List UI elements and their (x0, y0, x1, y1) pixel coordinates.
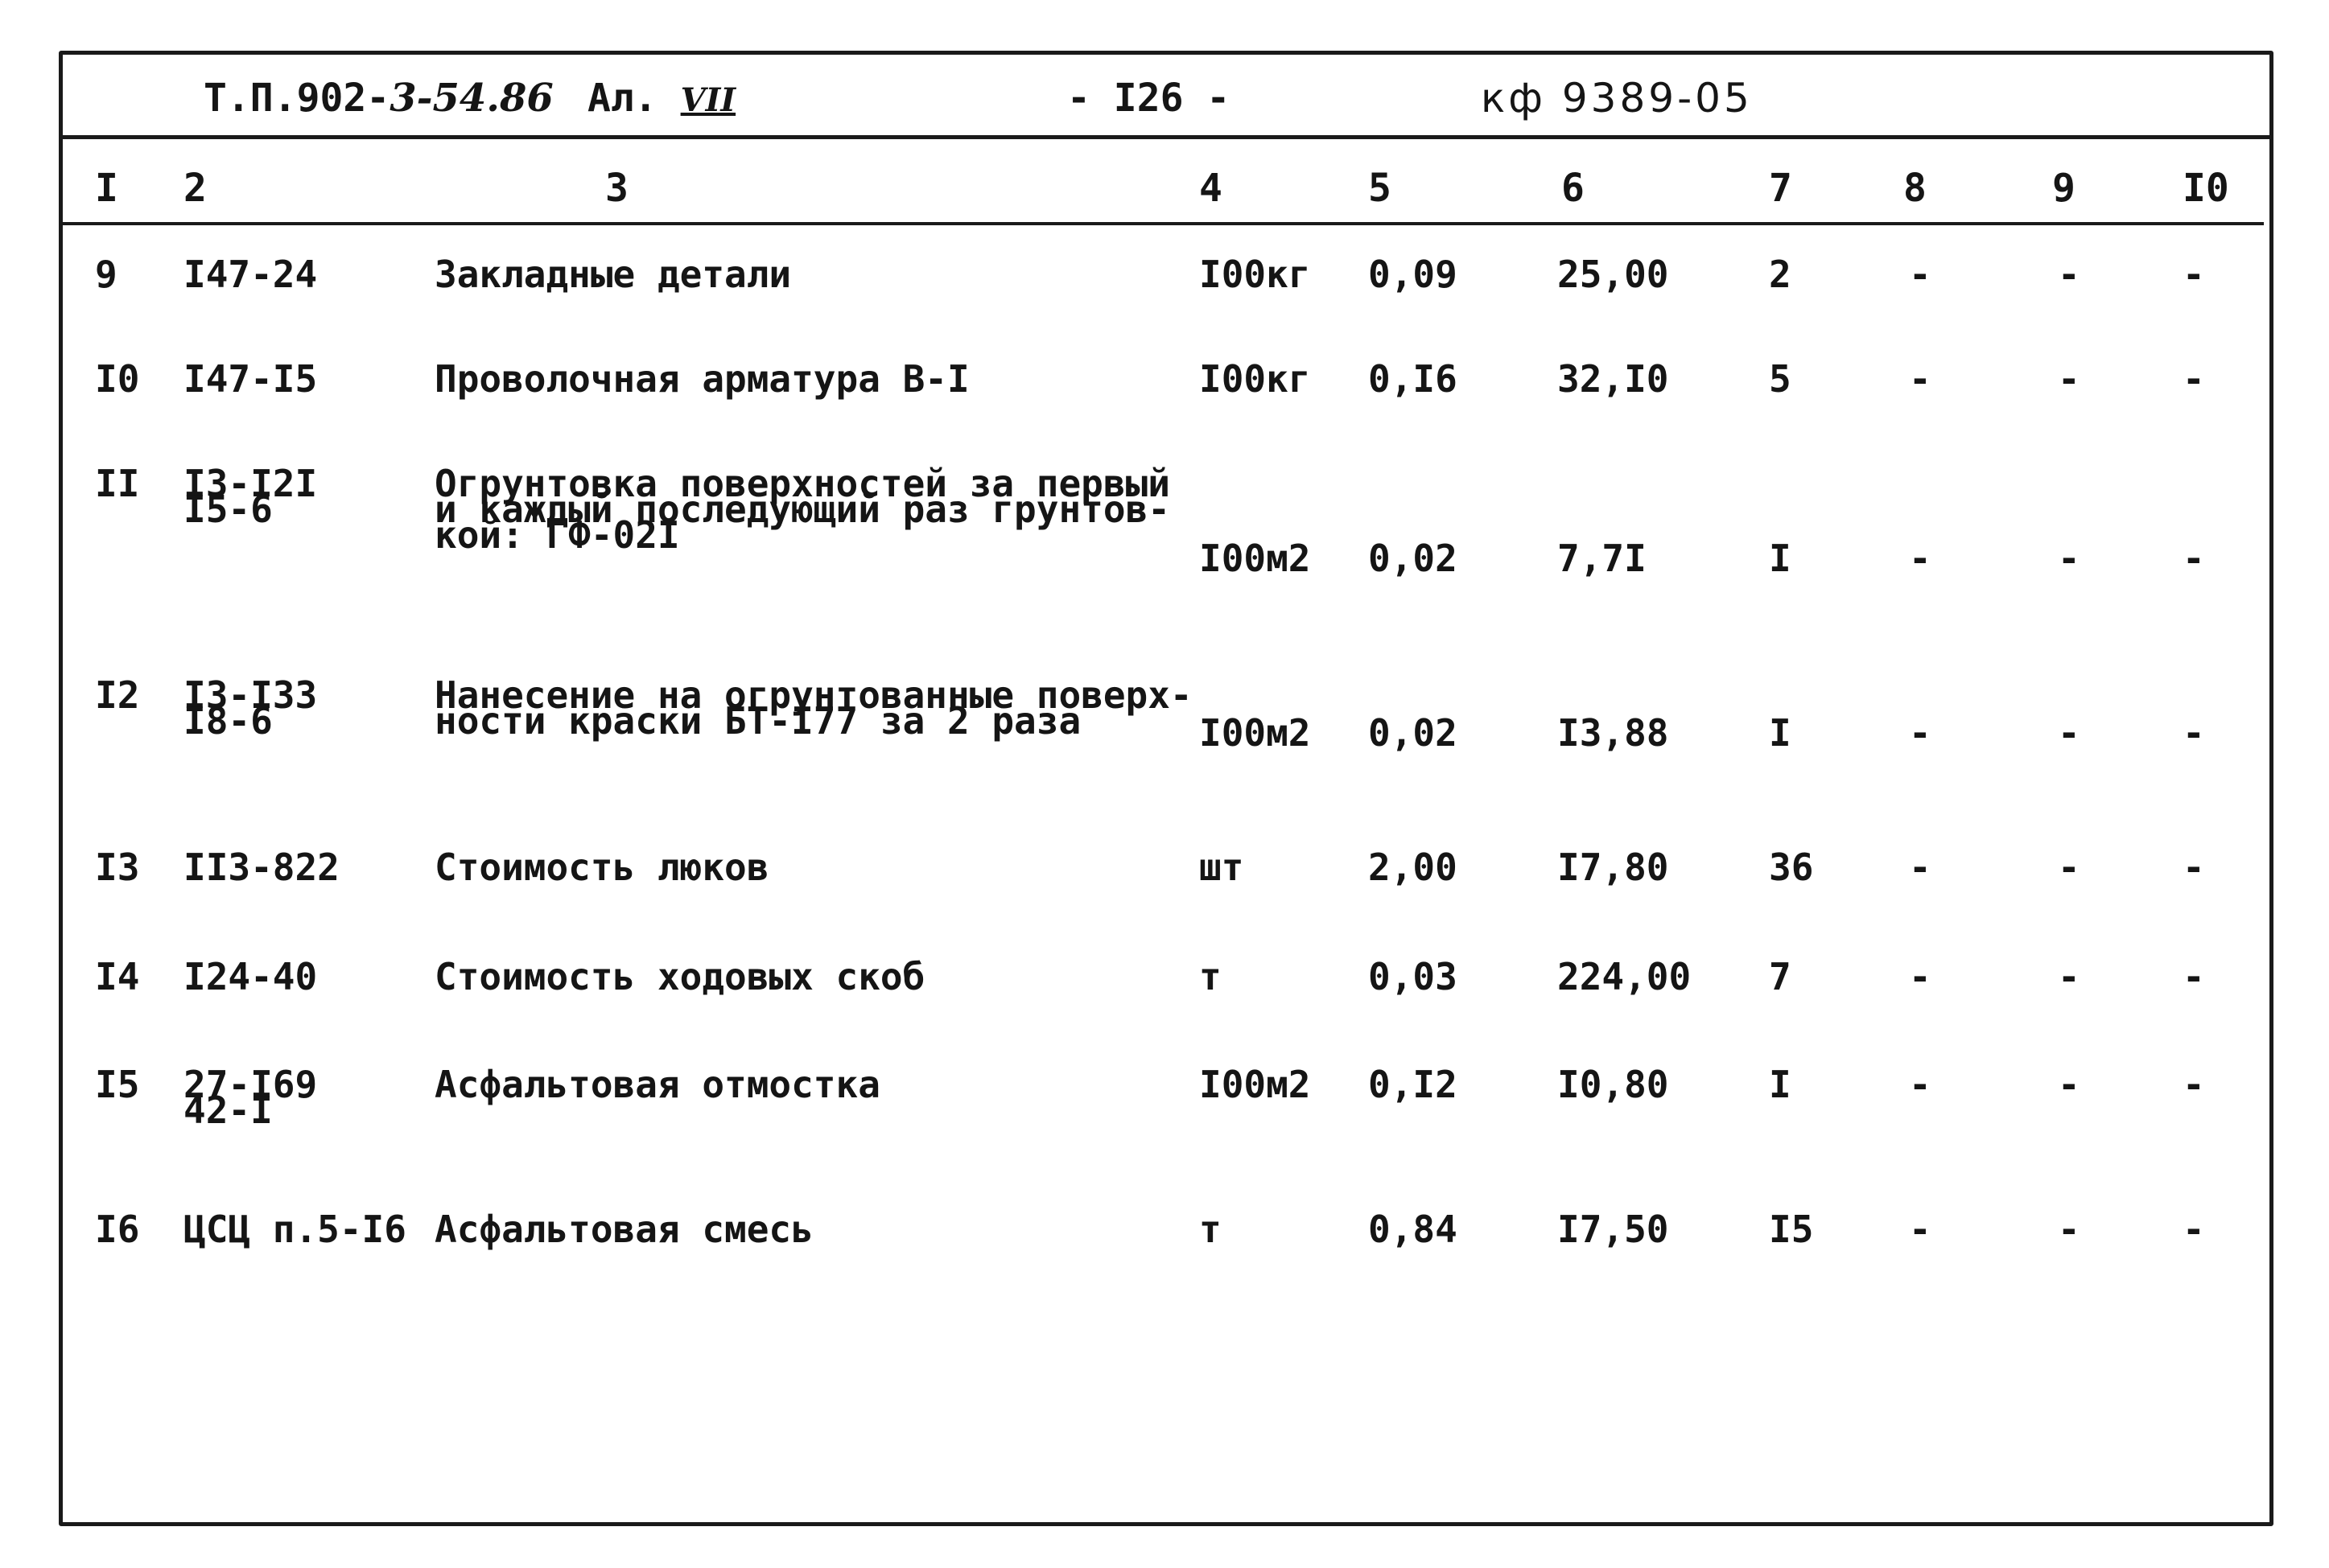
document-number (204, 74, 554, 122)
col-8-value: - (1909, 846, 1931, 889)
col-9-value: - (2058, 955, 2080, 998)
col-8-value: - (1909, 1208, 1931, 1251)
quantity: 2,00 (1368, 846, 1457, 889)
row-number: I5 (95, 1063, 140, 1106)
col-8-value: - (1909, 1063, 1931, 1106)
column-number-3: 3 (605, 166, 629, 211)
quantity: 0,84 (1368, 1208, 1457, 1251)
norm-code: I3-I2I I5-6 (183, 462, 318, 531)
col-8-value: - (1909, 955, 1931, 998)
doc-handwritten-number: 3-54.86 (390, 76, 554, 121)
column-number-5: 5 (1368, 166, 1391, 211)
norm-code: I47-I5 (183, 357, 318, 401)
unit-price: I7,50 (1557, 1208, 1669, 1251)
row-number: I6 (95, 1208, 140, 1251)
unit-price: 32,I0 (1557, 357, 1669, 401)
row-number: I4 (95, 955, 140, 998)
work-name: Стоимость люков (435, 846, 769, 889)
col-10-value: - (2183, 537, 2205, 580)
quantity: 0,03 (1368, 955, 1457, 998)
col-10-value: - (2183, 1208, 2205, 1251)
row-number: 9 (95, 253, 117, 296)
unit: I00м2 (1199, 711, 1311, 755)
norm-code: I47-24 (183, 253, 318, 296)
unit: шт (1199, 846, 1244, 889)
unit: I00м2 (1199, 1063, 1311, 1106)
col-8-value: - (1909, 357, 1931, 401)
row-number: I3 (95, 846, 140, 889)
unit-price: 7,7I (1557, 537, 1647, 580)
col-9-value: - (2058, 846, 2080, 889)
column-number-4: 4 (1199, 166, 1222, 211)
album-number: VII (680, 81, 736, 119)
quantity: 0,02 (1368, 537, 1457, 580)
total-cost: 5 (1769, 357, 1791, 401)
page-number: - I26 - (1067, 76, 1230, 121)
norm-code: I3-I33 I8-6 (183, 673, 318, 743)
work-name: Стоимость ходовых скоб (435, 955, 925, 998)
work-name: Закладные детали (435, 253, 792, 296)
norm-code: 27-I69 42-I (183, 1063, 318, 1132)
work-name: Огрунтовка поверхностей за первый и каждый последующий раз грунтов- кой: ГФ-02I (435, 462, 1170, 557)
unit: т (1199, 1208, 1222, 1251)
col-10-value: - (2183, 846, 2205, 889)
column-number-2: 2 (183, 166, 207, 211)
unit-price: I7,80 (1557, 846, 1669, 889)
unit: т (1199, 955, 1222, 998)
col-8-value: - (1909, 253, 1931, 296)
quantity: 0,I6 (1368, 357, 1457, 401)
col-10-value: - (2183, 357, 2205, 401)
total-cost: I (1769, 537, 1791, 580)
col-9-value: - (2058, 1063, 2080, 1106)
row-number: I0 (95, 357, 140, 401)
page-frame (59, 51, 2273, 1526)
work-name: Проволочная арматура В-I (435, 357, 970, 401)
col-10-value: - (2183, 253, 2205, 296)
work-name: Асфальтовая смесь (435, 1208, 814, 1251)
work-name: Нанесение на огрунтованные поверх- ности краски БТ-I77 за 2 раза (435, 673, 1193, 743)
column-header-divider (59, 222, 2264, 225)
header-divider (59, 135, 2273, 139)
unit: I00кг (1199, 253, 1311, 296)
unit-price: 224,00 (1557, 955, 1692, 998)
total-cost: 7 (1769, 955, 1791, 998)
doc-prefix: Т.П.902- (204, 76, 390, 121)
total-cost: I (1769, 1063, 1791, 1106)
col-8-value: - (1909, 711, 1931, 755)
row-number: II (95, 462, 140, 505)
norm-code: ЦСЦ п.5-I6 (183, 1208, 406, 1251)
column-number-10: I0 (2183, 166, 2229, 211)
column-number-9: 9 (2052, 166, 2075, 211)
col-8-value: - (1909, 537, 1931, 580)
total-cost: 2 (1769, 253, 1791, 296)
col-9-value: - (2058, 537, 2080, 580)
album-label (587, 74, 736, 125)
unit-price: 25,00 (1557, 253, 1669, 296)
col-9-value: - (2058, 711, 2080, 755)
unit-price: I3,88 (1557, 711, 1669, 755)
row-number: I2 (95, 673, 140, 717)
column-number-8: 8 (1903, 166, 1927, 211)
norm-code: II3-822 (183, 846, 340, 889)
quantity: 0,09 (1368, 253, 1457, 296)
total-cost: I (1769, 711, 1791, 755)
col-10-value: - (2183, 711, 2205, 755)
col-9-value: - (2058, 1208, 2080, 1251)
sheet-code: кф 9389-05 (1481, 75, 1753, 121)
quantity: 0,02 (1368, 711, 1457, 755)
col-10-value: - (2183, 955, 2205, 998)
total-cost: I5 (1769, 1208, 1814, 1251)
quantity: 0,I2 (1368, 1063, 1457, 1106)
col-9-value: - (2058, 253, 2080, 296)
column-number-6: 6 (1561, 166, 1585, 211)
col-10-value: - (2183, 1063, 2205, 1106)
unit: I00кг (1199, 357, 1311, 401)
unit-price: I0,80 (1557, 1063, 1669, 1106)
column-number-7: 7 (1769, 166, 1792, 211)
column-number-1: I (95, 166, 118, 211)
total-cost: 36 (1769, 846, 1814, 889)
col-9-value: - (2058, 357, 2080, 401)
unit: I00м2 (1199, 537, 1311, 580)
norm-code: I24-40 (183, 955, 318, 998)
album-label-text: Ал. (587, 76, 657, 121)
work-name: Асфальтовая отмостка (435, 1063, 880, 1106)
